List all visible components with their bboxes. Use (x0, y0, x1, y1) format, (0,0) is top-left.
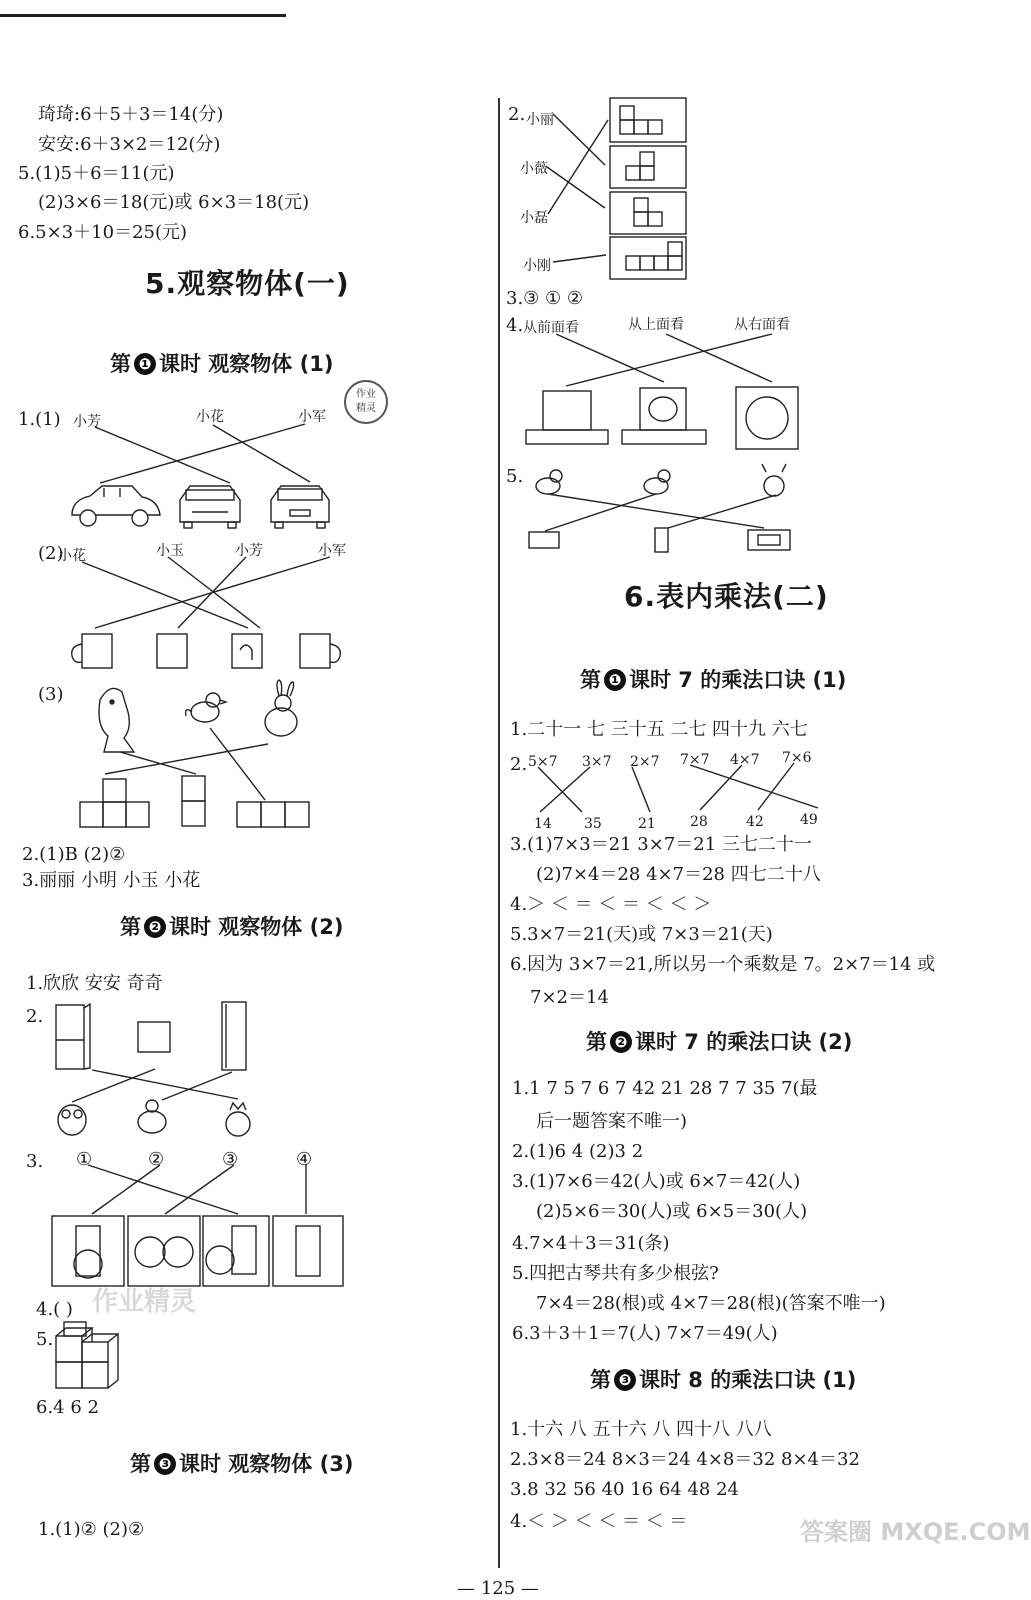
block-view-icon (610, 237, 686, 279)
answer-line: 4.( ) (36, 1299, 73, 1320)
question-label: 2. (510, 754, 528, 775)
answer-line: (2)7×4＝28 4×7＝28 四七二十八 (536, 864, 821, 885)
view-label: 从前面看 (523, 320, 579, 336)
product-label: 49 (800, 812, 818, 828)
match-line (668, 495, 776, 528)
expr-label: 4×7 (730, 752, 760, 768)
expr-label: 7×6 (782, 750, 812, 766)
answer-line: 4.＞ ＜ ＝ ＜ ＝ ＜ ＜ ＞ (510, 894, 712, 915)
match-line (553, 114, 605, 165)
person-label: 小花 (58, 548, 86, 564)
person-label: 小芳 (235, 543, 263, 559)
answer-line: 3.8 32 56 40 16 64 48 24 (510, 1479, 740, 1500)
answer-line: 1.1 7 5 7 6 7 42 21 28 7 7 35 7(最 (512, 1078, 818, 1099)
person-label: 小玉 (156, 543, 184, 559)
question-label: 2. (26, 1006, 44, 1027)
match-line (758, 763, 794, 810)
top-view-icon (622, 388, 706, 444)
match-line (632, 767, 650, 812)
answer-line: 6.因为 3×7＝21,所以另一个乘数是 7。2×7＝14 或 (510, 954, 936, 975)
question-label: 5. (506, 466, 524, 487)
chick-icon (644, 470, 670, 494)
person-label: 小刚 (523, 258, 551, 274)
product-label: 42 (746, 814, 764, 830)
person-label: 小丽 (526, 112, 554, 128)
answer-line: 5.四把古琴共有多少根弦? (512, 1263, 719, 1284)
person-label: 小花 (196, 409, 224, 425)
answer-line: 3.③ ① ② (506, 288, 584, 309)
match-line (548, 494, 764, 528)
circled-number: ③ (222, 1149, 239, 1170)
answer-line: 3.丽丽 小明 小玉 小花 (22, 870, 201, 891)
answer-line: 1.十六 八 五十六 八 四十八 八八 (510, 1419, 772, 1440)
side-view-icon (529, 532, 559, 548)
deer-icon (762, 464, 786, 496)
match-line (553, 255, 606, 262)
person-label: 小薇 (520, 161, 548, 177)
answer-line: 安安:6＋3×2＝12(分) (38, 134, 221, 155)
person-label: 小芳 (73, 414, 101, 430)
answer-line: 6.5×3＋10＝25(元) (18, 222, 188, 243)
answer-line: 4.＜ ＞ ＜ ＜ ＝ ＜ ＝ (510, 1511, 688, 1532)
section-title: 5.观察物体(一) (145, 267, 350, 300)
right-view-icon (736, 387, 798, 449)
match-line (548, 120, 608, 214)
page-number: — 125 — (457, 1578, 539, 1599)
person-label: 小军 (298, 409, 326, 425)
answer-line: (2)3×6＝18(元)或 6×3＝18(元) (38, 192, 310, 213)
block-view-icon (610, 146, 686, 188)
answer-line: (2)5×6＝30(人)或 6×5＝30(人) (536, 1201, 808, 1222)
match-line (700, 765, 742, 810)
lesson-title: 第 ❷ 课时 7 的乘法口诀 (2) (586, 1030, 853, 1054)
view-label: 从右面看 (734, 317, 790, 333)
answer-line: 2.(1)B (2)② (22, 844, 126, 865)
homework-badge: 作业 精灵 (344, 380, 388, 424)
answer-line: 7×4＝28(根)或 4×7＝28(根)(答案不唯一) (536, 1293, 886, 1314)
answer-line: 2.3×8＝24 8×3＝24 4×8＝32 8×4＝32 (510, 1449, 860, 1470)
front-view-icon (655, 528, 668, 552)
answer-line: 4.7×4＋3＝31(条) (512, 1233, 670, 1254)
question-label: 2. (508, 104, 526, 125)
question-label: 3. (26, 1151, 44, 1172)
circled-number: ④ (296, 1149, 313, 1170)
product-label: 35 (584, 816, 602, 832)
view-label: 从上面看 (628, 317, 684, 333)
expr-label: 2×7 (630, 754, 660, 770)
answer-line: 1.欣欣 安安 奇奇 (26, 973, 163, 994)
lesson-title: 第 ❸ 课时 观察物体 (3) (130, 1452, 354, 1476)
lesson-title: 第 ❷ 课时 观察物体 (2) (120, 915, 344, 939)
match-line (690, 765, 818, 808)
stamp-watermark: 作业精灵 (92, 1287, 197, 1317)
expr-label: 3×7 (582, 754, 612, 770)
match-line (538, 767, 582, 812)
expr-label: 5×7 (528, 754, 558, 770)
answer-line: 2.(1)6 4 (2)3 2 (512, 1141, 644, 1162)
product-label: 14 (534, 816, 552, 832)
question-label: (2) (38, 543, 64, 564)
person-label: 小军 (318, 543, 346, 559)
answer-line: 1.二十一 七 三十五 二七 四十九 六七 (510, 719, 808, 740)
answer-line: 5.(1)5＋6＝11(元) (18, 163, 175, 184)
site-watermark: 答案圈 MXQE.COM (800, 1518, 1031, 1546)
block-view-icon (610, 98, 686, 142)
circled-number: ① (76, 1149, 93, 1170)
section-title: 6.表内乘法(二) (624, 580, 829, 613)
lesson-title: 第 ❶ 课时 7 的乘法口诀 (1) (580, 668, 847, 692)
answer-line: 后一题答案不唯一) (536, 1111, 688, 1132)
match-line (540, 767, 590, 812)
question-label: 4. (506, 315, 524, 336)
lesson-title: 第 ❶ 课时 观察物体 (1) (110, 352, 334, 376)
question-label: 1.(1) (18, 409, 61, 430)
answer-line: 7×2＝14 (530, 987, 609, 1008)
answer-line: 5.3×7＝21(天)或 7×3＝21(天) (510, 924, 773, 945)
product-label: 28 (690, 814, 708, 830)
lesson-title: 第 ❸ 课时 8 的乘法口诀 (1) (590, 1368, 857, 1392)
bird-icon (536, 470, 562, 494)
answer-line: 琦琦:6＋5＋3＝14(分) (38, 104, 224, 125)
question-label: 5. (36, 1329, 54, 1350)
product-label: 21 (638, 816, 656, 832)
circled-number: ② (148, 1149, 165, 1170)
match-line (566, 334, 772, 386)
answer-line: 6.3＋3＋1＝7(人) 7×7＝49(人) (512, 1323, 778, 1344)
answer-line: 3.(1)7×6＝42(人)或 6×7＝42(人) (512, 1171, 801, 1192)
answer-line: 1.(1)② (2)② (38, 1519, 145, 1540)
front-view-icon (526, 391, 608, 444)
top-view-icon (748, 530, 790, 550)
block-view-icon (610, 192, 686, 234)
question-label: (3) (38, 684, 64, 705)
match-line (666, 334, 772, 382)
person-label: 小磊 (520, 210, 548, 226)
expr-label: 7×7 (680, 752, 710, 768)
answer-line: 3.(1)7×3＝21 3×7＝21 三七二十一 (510, 834, 812, 855)
answer-line: 6.4 6 2 (36, 1397, 99, 1418)
match-line (545, 494, 656, 531)
